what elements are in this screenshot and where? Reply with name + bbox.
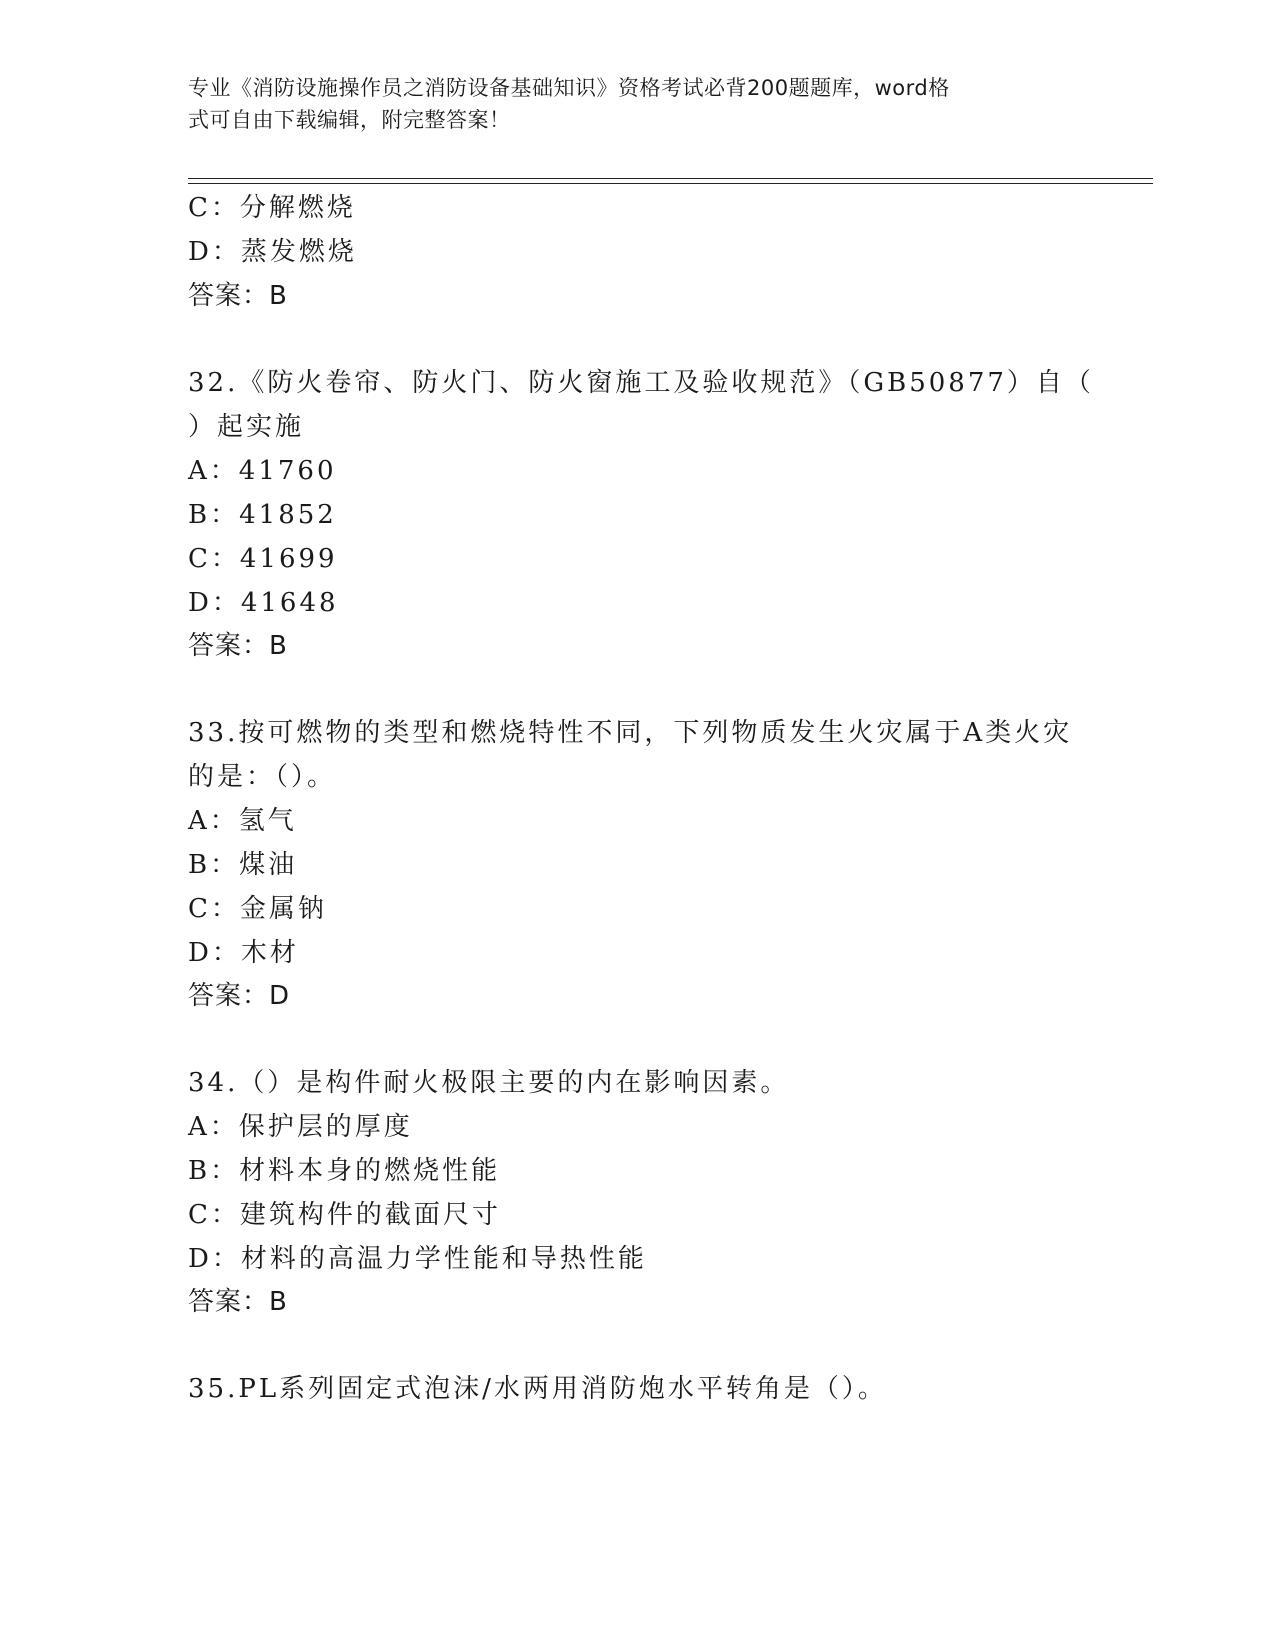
header-line-2: 式可自由下载编辑，附完整答案！ xyxy=(188,108,511,132)
document-header xyxy=(188,72,1088,136)
q31-option-d: D：蒸发燃烧 xyxy=(188,237,357,267)
q31-answer: 答案：B xyxy=(188,281,288,311)
q34-option-a: A：保护层的厚度 xyxy=(188,1112,413,1142)
q33-option-c: C：金属钠 xyxy=(188,894,327,924)
q32-option-d: D：41648 xyxy=(188,588,339,618)
q34-option-c: C：建筑构件的截面尺寸 xyxy=(188,1200,501,1230)
q33-option-d: D：木材 xyxy=(188,938,299,968)
q32-option-c: C：41699 xyxy=(188,544,338,574)
q33-answer: 答案：D xyxy=(188,981,291,1011)
q33-stem-line-2: 的是：（）。 xyxy=(188,762,337,792)
q34-option-d: D：材料的高温力学性能和导热性能 xyxy=(188,1244,647,1274)
q34-stem-line-1: 34.（）是构件耐火极限主要的内在影响因素。 xyxy=(188,1068,790,1098)
q33-option-a: A：氢气 xyxy=(188,806,297,836)
q32-option-b: B：41852 xyxy=(188,500,337,530)
q32-stem-line-1: 32.《防火卷帘、防火门、防火窗施工及验收规范》（GB50877）自（ xyxy=(188,368,1094,398)
header-line-1: 专业《消防设施操作员之消防设备基础知识》资格考试必背200题题库，word格 xyxy=(188,76,950,100)
q31-option-c: C：分解燃烧 xyxy=(188,193,356,223)
header-divider-bottom xyxy=(188,183,1153,184)
q35-stem-line-1: 35.PL系列固定式泡沫/水两用消防炮水平转角是（）。 xyxy=(188,1374,887,1404)
q32-option-a: A：41760 xyxy=(188,456,337,486)
q34-option-b: B：材料本身的燃烧性能 xyxy=(188,1156,501,1186)
q33-stem-line-1: 33.按可燃物的类型和燃烧特性不同，下列物质发生火灾属于A类火灾 xyxy=(188,718,1073,748)
q34-answer: 答案：B xyxy=(188,1287,288,1317)
q32-answer: 答案：B xyxy=(188,631,288,661)
q33-option-b: B：煤油 xyxy=(188,850,298,880)
header-divider-top xyxy=(188,178,1153,179)
q32-stem-line-2: ）起实施 xyxy=(188,412,305,442)
